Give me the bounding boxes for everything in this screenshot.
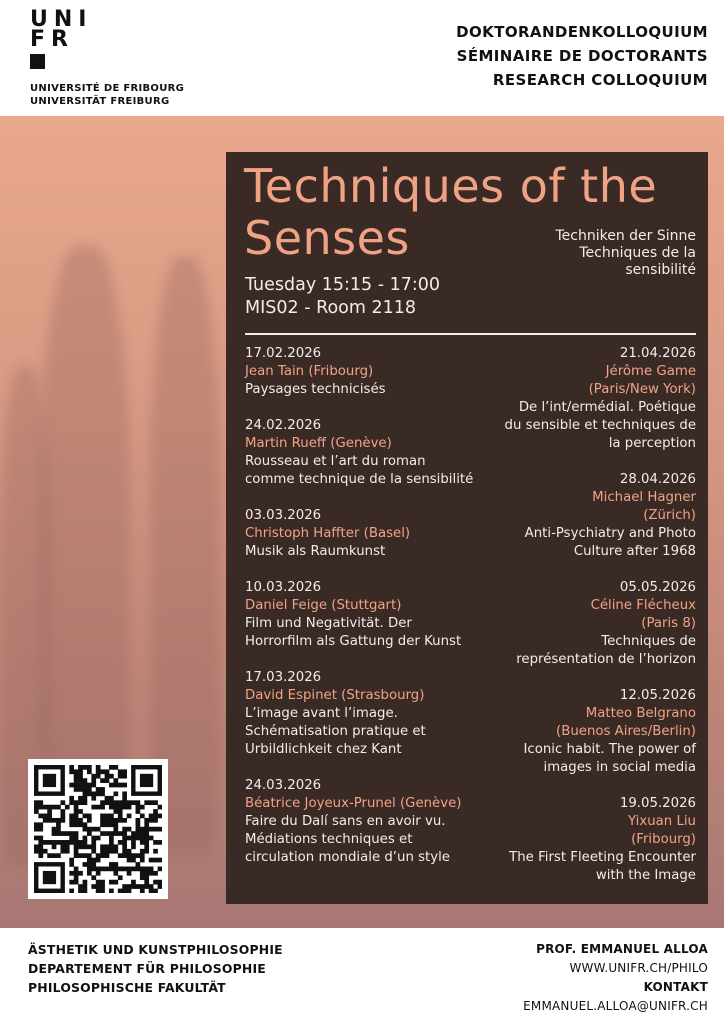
event-item: [466, 345, 696, 453]
department-line: ÄSTHETIK UND KUNSTPHILOSOPHIE: [28, 942, 283, 957]
logo-square-icon: [30, 54, 45, 69]
event-title: circulation mondiale d’un style: [245, 850, 450, 865]
event-speaker-affiliation: (Fribourg): [631, 832, 696, 847]
department-info: [28, 940, 283, 997]
event-speaker: Béatrice Joyeux-Prunel (Genève): [245, 796, 462, 811]
event-title: Culture after 1968: [573, 544, 696, 559]
event-title: images in social media: [543, 760, 696, 775]
footer: [0, 928, 724, 1024]
event-title: L’image avant l’image.: [245, 706, 398, 721]
contact-info: [523, 940, 708, 1016]
event-title: Faire du Dalí sans en avoir vu.: [245, 814, 446, 829]
event-title: Horrorfilm als Gattung der Kunst: [245, 634, 462, 649]
event-speaker: Céline Flécheux: [590, 598, 696, 613]
event-speaker: Daniel Feige (Stuttgart): [245, 598, 402, 613]
event-title: la perception: [608, 436, 696, 451]
colloquium-title: [456, 20, 708, 92]
event-speaker: Martin Rueff (Genève): [245, 436, 392, 451]
event-title: Rousseau et l’art du roman: [245, 454, 426, 469]
event-speaker: Michael Hagner: [592, 490, 696, 505]
event-speaker-affiliation: (Paris 8): [641, 616, 696, 631]
room-line: MIS02 - Room 2118: [245, 298, 417, 318]
subtitle-line: Techniques de la: [579, 245, 696, 261]
divider: [245, 333, 696, 335]
event-title: Médiations techniques et: [245, 832, 413, 847]
event-title: du sensible et techniques de: [504, 418, 696, 433]
event-date: 19.05.2026: [619, 796, 696, 811]
event-speaker-affiliation: (Paris/New York): [588, 382, 696, 397]
event-date: 10.03.2026: [245, 580, 322, 595]
event-date: 17.03.2026: [245, 670, 322, 685]
event-title: Film und Negativität. Der: [245, 616, 412, 631]
email-link[interactable]: EMMANUEL.ALLOA@UNIFR.CH: [523, 999, 708, 1013]
event-date: 28.04.2026: [619, 472, 696, 487]
event-title: comme technique de la sensibilité: [245, 472, 474, 487]
event-date: 21.04.2026: [619, 346, 696, 361]
event-speaker: Yixuan Liu: [628, 814, 696, 829]
colloquium-line: SÉMINAIRE DE DOCTORANTS: [456, 47, 708, 65]
event-title: Musik als Raumkunst: [245, 544, 386, 559]
qr-code[interactable]: [28, 759, 168, 899]
event-speaker: Jérôme Game: [605, 364, 696, 379]
event-speaker: Jean Tain (Fribourg): [245, 364, 374, 379]
event-date: 12.05.2026: [619, 688, 696, 703]
event-title: représentation de l’horizon: [516, 652, 696, 667]
university-name-fr: UNIVERSITÉ DE FRIBOURG: [30, 83, 185, 94]
event-speaker: Matteo Belgrano: [585, 706, 696, 721]
website-link[interactable]: WWW.UNIFR.CH/PHILO: [569, 961, 708, 975]
event-title: Iconic habit. The power of: [523, 742, 696, 757]
event-date: 05.05.2026: [619, 580, 696, 595]
colloquium-line: DOKTORANDENKOLLOQUIUM: [456, 23, 708, 41]
colloquium-line: RESEARCH COLLOQUIUM: [492, 71, 708, 89]
event-title: Anti-Psychiatry and Photo: [524, 526, 696, 541]
schedule-info: [245, 274, 440, 320]
event-title: with the Image: [595, 868, 696, 883]
event-title: Techniques de: [601, 634, 696, 649]
qr-code-icon: [34, 765, 162, 893]
contact-name: PROF. EMMANUEL ALLOA: [536, 942, 708, 956]
event-speaker: Christoph Haffter (Basel): [245, 526, 411, 541]
event-title: De l’int/ermédial. Poétique: [518, 400, 696, 415]
department-line: PHILOSOPHISCHE FAKULTÄT: [28, 980, 226, 995]
subtitle-line: Techniken der Sinne: [555, 228, 696, 244]
subtitle: [555, 228, 696, 279]
event-title: Urbildlichkeit chez Kant: [245, 742, 402, 757]
event-item: [466, 579, 696, 669]
event-speaker-affiliation: (Buenos Aires/Berlin): [556, 724, 696, 739]
university-name-de: UNIVERSITÄT FREIBURG: [30, 96, 170, 107]
event-title: The First Fleeting Encounter: [509, 850, 696, 865]
program-panel: [226, 152, 708, 904]
department-line: DEPARTEMENT FÜR PHILOSOPHIE: [28, 961, 266, 976]
event-date: 24.03.2026: [245, 778, 322, 793]
event-speaker: David Espinet (Strasbourg): [245, 688, 425, 703]
header: [0, 0, 724, 116]
title-line: Techniques of the: [244, 159, 658, 213]
event-title: Paysages technicisés: [245, 382, 386, 397]
logo-line: UNI: [30, 7, 93, 32]
subtitle-line: sensibilité: [625, 262, 696, 278]
event-date: 03.03.2026: [245, 508, 322, 523]
time-line: Tuesday 15:15 - 17:00: [245, 275, 441, 295]
event-date: 17.02.2026: [245, 346, 322, 361]
event-speaker-affiliation: (Zürich): [643, 508, 696, 523]
event-date: 24.02.2026: [245, 418, 322, 433]
event-title: Schématisation pratique et: [245, 724, 426, 739]
event-item: [466, 471, 696, 561]
contact-label: KONTAKT: [643, 980, 708, 994]
logo-line: FR: [30, 27, 74, 52]
university-names: [30, 82, 184, 108]
title-line: Senses: [244, 211, 410, 265]
event-item: [466, 795, 696, 885]
event-item: [466, 687, 696, 777]
unifr-logo[interactable]: [30, 7, 93, 69]
